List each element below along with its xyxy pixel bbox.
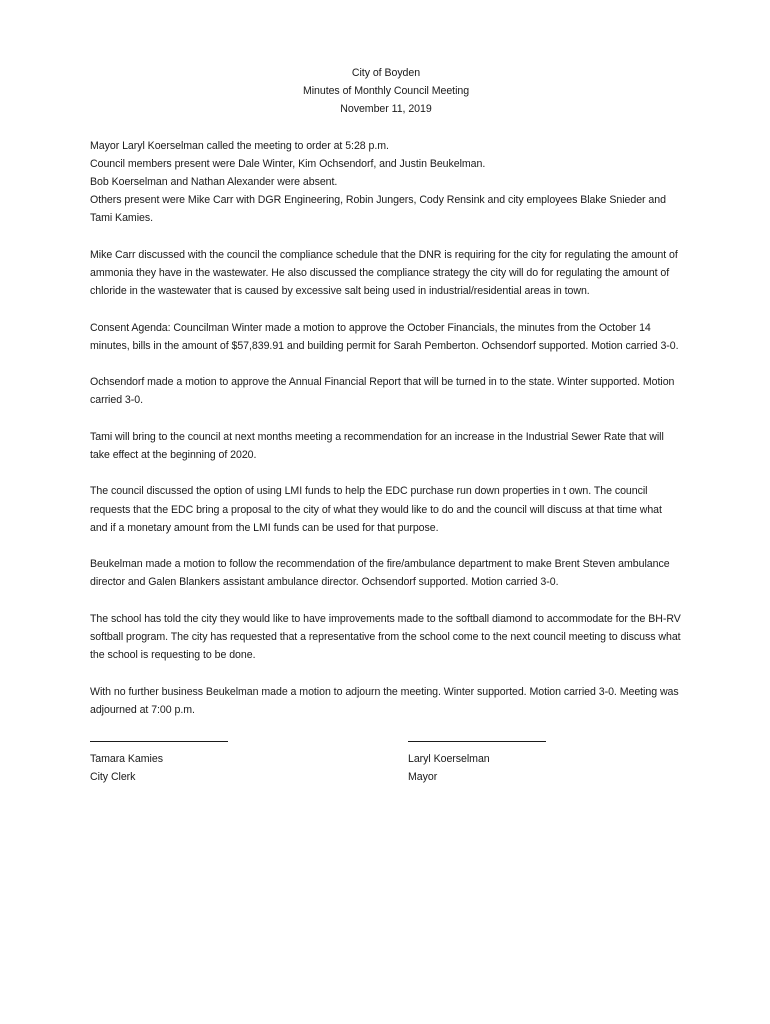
signer-title: City Clerk: [90, 771, 136, 784]
paragraph-ambulance-director: Beukelman made a motion to follow the recommendation of the fire/ambulance department to make Brent Steven ambulance director and Galen Blankers assistant ambulance director. Ochsendorf supported. Motion carried 3-0.: [90, 558, 670, 589]
paragraph-consent-agenda: Consent Agenda: Councilman Winter made a motion to approve the October Financials, the minutes from the October 14 minutes, bills in the amount of $57,839.91 and building permit for Sarah Pemberton. Ochsendorf supported. Motion carried 3-0.: [90, 321, 679, 352]
meeting-date: November 11, 2019: [340, 103, 432, 116]
paragraph-annual-financial-report: Ochsendorf made a motion to approve the Annual Financial Report that will be turned in to the state. Winter supported. Motion carried 3-0.: [90, 376, 675, 407]
signature-line: [90, 737, 228, 742]
signer-name: Laryl Koerselman: [408, 753, 490, 766]
document-title: Minutes of Monthly Council Meeting: [302, 85, 470, 98]
signature-block-clerk: [90, 737, 228, 786]
city-name: City of Boyden: [351, 67, 421, 79]
signer-name: Tamara Kamies: [90, 753, 163, 766]
paragraph-adjournment: With no further business Beukelman made a motion to adjourn the meeting. Winter supported. Motion carried 3-0. Meeting was adjourned at 7:00 p.m.: [90, 685, 679, 716]
paragraph-wastewater-compliance: Mike Carr discussed with the council the compliance schedule that the DNR is requiring for the city for regulating the amount of ammonia they have in the wastewater. He also discussed the compliance strategy the city will do for regulating the amount of chloride in the wastewater that is caused by excessive salt being used in industrial/residential areas in town.: [90, 248, 678, 298]
others-present-line: Others present were Mike Carr with DGR Engineering, Robin Jungers, Cody Rensink and city employees Blake Snieder and Tami Kamies.: [90, 194, 666, 225]
paragraph-softball-diamond: The school has told the city they would like to have improvements made to the softball diamond to accommodate for the BH-RV softball program. The city has requested that a representative from the school come to the next council meeting to discuss what the school is requesting to be done.: [90, 612, 681, 662]
signer-title: Mayor: [408, 771, 438, 784]
document-page: [90, 64, 682, 797]
members-present-line: Council members present were Dale Winter, Kim Ochsendorf, and Justin Beukelman.: [90, 157, 486, 170]
members-absent-line: Bob Koerselman and Nathan Alexander were absent.: [90, 176, 338, 189]
paragraph-lmi-funds: The council discussed the option of using LMI funds to help the EDC purchase run down properties in t own. The council requests that the EDC bring a proposal to the city of what they would like to do and the council will discuss at that time what and if a monetary amount from the LMI funds can be used for that purpose.: [90, 485, 662, 534]
attendance-section: [90, 137, 682, 228]
signature-block-mayor: [408, 737, 546, 786]
document-header: [90, 64, 682, 119]
signature-section: [90, 737, 682, 797]
call-to-order-line: Mayor Laryl Koerselman called the meeting to order at 5:28 p.m.: [90, 139, 389, 152]
paragraph-sewer-rate: Tami will bring to the council at next months meeting a recommendation for an increase in the Industrial Sewer Rate that will take effect at the beginning of 2020.: [90, 430, 664, 461]
signature-line: [408, 737, 546, 742]
